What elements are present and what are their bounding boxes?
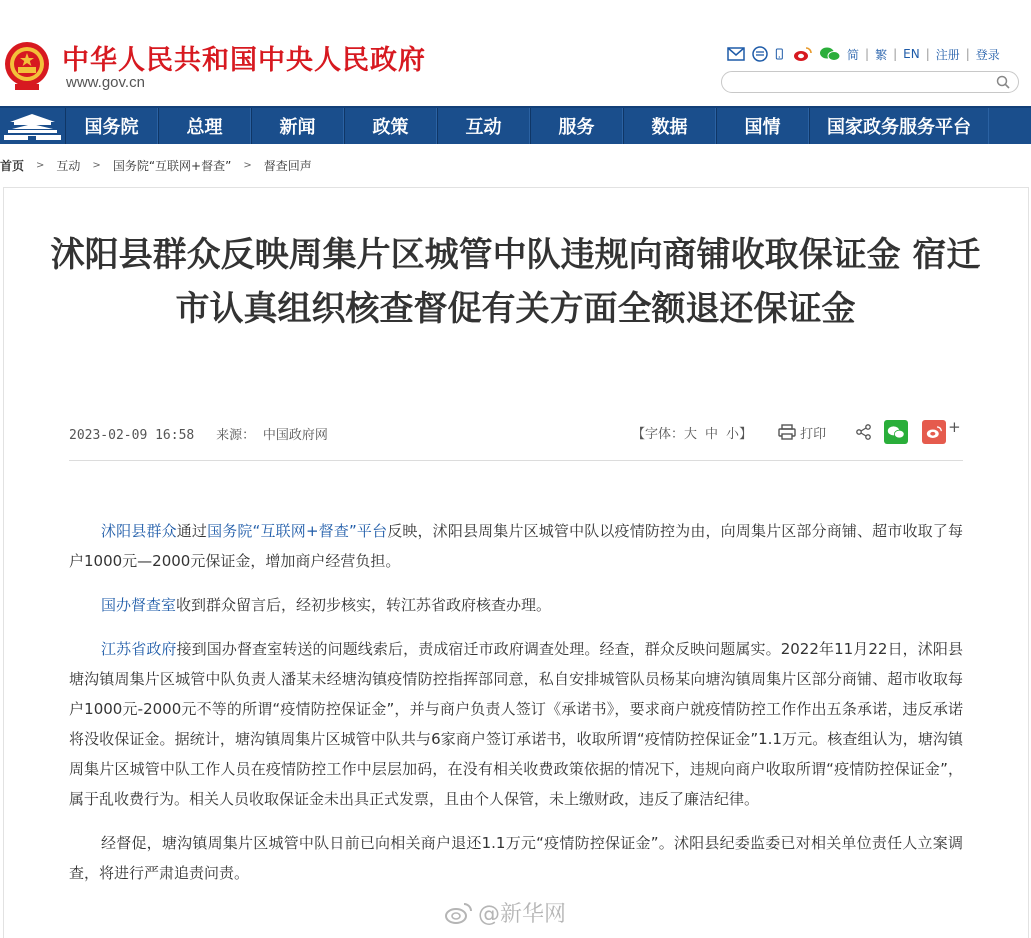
font-size-small[interactable]: 小 — [726, 426, 740, 442]
top-links — [727, 44, 1000, 64]
article-tools — [632, 420, 961, 444]
link-jiangsu-gov[interactable]: 江苏省政府 — [101, 640, 177, 658]
nav-item-state-council[interactable]: 国务院 — [65, 108, 158, 144]
nav-item-services[interactable]: 服务 — [530, 108, 623, 144]
breadcrumb-inspection-echo[interactable]: 督查回声 — [263, 158, 312, 173]
chevron-right-icon: > — [243, 159, 252, 171]
paragraph-3 — [69, 634, 963, 814]
source-label: 来源： — [216, 428, 256, 443]
link-traditional[interactable]: 繁 — [875, 47, 888, 62]
site-domain: www.gov.cn — [66, 74, 145, 91]
print-button[interactable]: 打印 — [800, 426, 827, 442]
chevron-right-icon: > — [92, 159, 101, 171]
xinhua-watermark — [444, 897, 566, 928]
link-internet-inspection-platform[interactable]: 国务院“互联网+督查”平台 — [207, 522, 388, 540]
share-more-button[interactable]: + — [948, 418, 961, 436]
separator: | — [925, 47, 930, 61]
weibo-icon — [444, 901, 474, 925]
site-title[interactable]: 中华人民共和国中央人民政府 — [62, 45, 426, 76]
article-title: 沭阳县群众反映周集片区城管中队违规向商铺收取保证金 宿迁市认真组织核查督促有关方面全额退还保证金 — [50, 235, 981, 329]
site-header — [0, 0, 1031, 106]
link-register[interactable]: 注册 — [935, 47, 960, 62]
nav-item-policy[interactable]: 政策 — [344, 108, 437, 144]
mail-icon[interactable] — [727, 46, 745, 62]
paragraph-text: 通过 — [176, 522, 208, 540]
paragraph-text: 经督促，塘沟镇周集片区城管中队日前已向相关商户退还1.1万元“疫情防控保证金”。沭阳县纪委监委已对相关单位责任人立案调查，将进行严肃追责问责。 — [69, 834, 963, 882]
chevron-right-icon: > — [36, 159, 45, 171]
breadcrumb-home[interactable]: 首页 — [0, 158, 25, 173]
font-size-medium[interactable]: 中 — [705, 426, 719, 442]
paragraph-text: 接到国办督查室转送的问题线索后，责成宿迁市政府调查处理。经查，群众反映问题属实。2022年11月22日，沭阳县塘沟镇周集片区城管中队负责人潘某未经塘沟镇疫情防控指挥部同意，私自安排城管队员杨某向塘沟镇周集片区部分商铺、超市收取每户1000元-2000元不等的所谓“疫情防控保证金”，并与商户负责人签订《承诺书》，要求商户就疫情防控工作作出五条承诺，违反承诺将没收保证金。据统计，塘沟镇周集片区城管中队共与6家商户签订承诺书，收取所谓“疫情防控保证金”1.1万元。核查组认为，塘沟镇周集片区城管中队工作人员在疫情防控工作中层层加码，在没有相关收费政策依据的情况下，违规向商户收取所谓“疫情防控保证金”，属于乱收费行为。相关人员收取保证金未出具正式发票，且由个人保管，未上缴财政，违反了廉洁纪律。 — [69, 640, 963, 808]
publish-date: 2023-02-09 16:58 — [69, 428, 195, 443]
search-icon[interactable] — [996, 75, 1010, 89]
link-login[interactable]: 登录 — [975, 47, 1000, 62]
paragraph-4 — [69, 828, 963, 888]
article-body — [69, 516, 963, 902]
tiananmen-icon[interactable] — [0, 108, 65, 144]
link-simplified[interactable]: 简 — [847, 47, 860, 62]
main-nav — [0, 106, 1031, 144]
search-box — [721, 71, 1019, 93]
font-size-close: 】 — [739, 426, 753, 442]
nav-item-premier[interactable]: 总理 — [158, 108, 251, 144]
wechat-icon[interactable] — [819, 46, 841, 62]
link-inspection-office[interactable]: 国办督查室 — [101, 596, 177, 614]
nav-items — [65, 108, 989, 144]
share-wechat-button[interactable] — [884, 420, 908, 444]
share-weibo-button[interactable] — [922, 420, 946, 444]
paragraph-text: 反映，沭阳县周集片区城管中队以疫情防控为由，向周集片区部分商铺、超市收取了每户1000元—2000元保证金，增加商户经营负担。 — [69, 522, 963, 570]
link-shuyang-public[interactable]: 沭阳县群众 — [101, 522, 177, 540]
nav-item-national-info[interactable]: 国情 — [716, 108, 809, 144]
nav-item-interaction[interactable]: 互动 — [437, 108, 530, 144]
separator: | — [893, 47, 898, 61]
print-icon[interactable] — [778, 424, 796, 440]
separator: | — [865, 47, 870, 61]
mobile-icon[interactable] — [775, 46, 787, 62]
font-size-label: 【字体： — [632, 426, 685, 442]
nav-item-data[interactable]: 数据 — [623, 108, 716, 144]
article-meta — [69, 424, 328, 443]
breadcrumb-interaction[interactable]: 互动 — [56, 158, 81, 173]
link-english[interactable]: EN — [903, 47, 920, 61]
paragraph-text: 收到群众留言后，经初步核实，转江苏省政府核查办理。 — [176, 596, 552, 614]
watermark-text: @新华网 — [478, 902, 567, 927]
search-input[interactable] — [734, 74, 984, 90]
nav-item-news[interactable]: 新闻 — [251, 108, 344, 144]
breadcrumb — [0, 150, 1031, 180]
font-size-large[interactable]: 大 — [684, 426, 698, 442]
chat-icon[interactable] — [751, 46, 769, 62]
paragraph-2 — [69, 590, 963, 620]
wechat-icon — [887, 425, 905, 440]
nav-item-gov-service-platform[interactable]: 国家政务服务平台 — [809, 108, 989, 144]
national-emblem-icon[interactable] — [3, 40, 51, 92]
weibo-icon — [926, 425, 943, 439]
separator: | — [965, 47, 970, 61]
share-icon[interactable] — [856, 424, 872, 440]
weibo-icon[interactable] — [793, 46, 813, 62]
breadcrumb-internet-inspection[interactable]: 国务院“互联网+督查” — [112, 158, 232, 173]
meta-divider — [69, 460, 963, 461]
paragraph-1 — [69, 516, 963, 576]
source-name: 中国政府网 — [262, 428, 328, 443]
